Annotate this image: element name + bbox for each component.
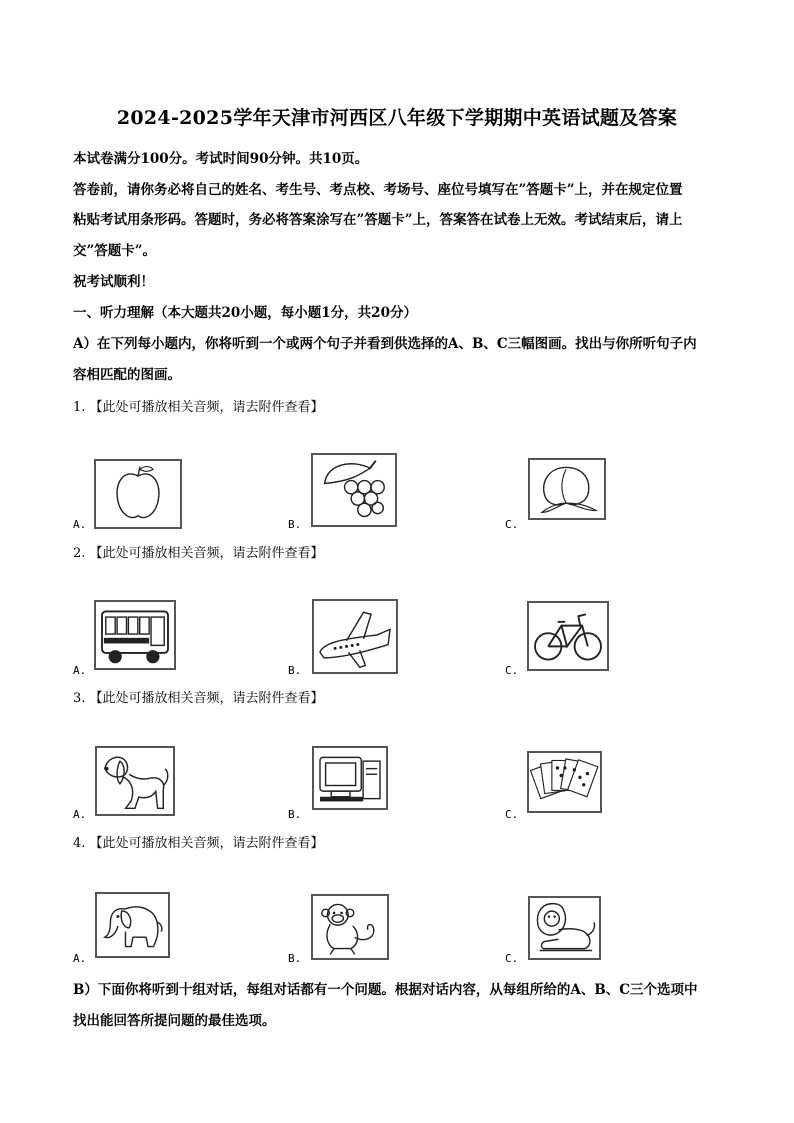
audio-placeholder-text: 【此处可播放相关音频，请去附件查看】 [89,836,324,851]
intro-line-3: 粘贴考试用条形码。答题时，务必将答案涂写在”答题卡”上，答案答在试卷上无效。考试结束后，请上 [73,212,683,228]
audio-placeholder-text: 【此处可播放相关音频，请去附件查看】 [89,691,324,706]
option-b-label: B. [288,664,302,677]
intro-line-2: 答卷前，请你务必将自己的姓名、考生号、考点校、考场号、座位号填写在”答题卡”上，并在规定位置 [73,182,683,198]
apple-icon[interactable] [94,459,182,529]
audio-placeholder-text: 【此处可播放相关音频，请去附件查看】 [89,400,324,415]
page-title: 2024-2025学年天津市河西区八年级下学期期中英语试题及答案 [116,107,678,129]
option-c-label: C. [505,518,519,531]
computer-icon[interactable] [312,746,388,810]
option-b-label: B. [288,952,302,965]
question-4 [73,832,324,851]
question-1 [73,396,324,415]
option-b-label: B. [288,808,302,821]
option-c-label: C. [505,808,519,821]
part-a-instruction-2: 容相匹配的图画。 [73,367,181,383]
bus-icon[interactable] [94,600,176,670]
part-b-instruction-2: 找出能回答所提问题的最佳选项。 [73,1013,276,1029]
playing-cards-icon[interactable] [527,751,602,813]
question-3 [73,687,324,706]
option-a-label: A. [73,952,87,965]
intro-line-1: 本试卷满分100分。考试时间90分钟。共10页。 [73,151,369,167]
question-number: 2. [73,546,86,561]
question-2 [73,542,324,561]
dog-icon[interactable] [95,746,175,816]
option-c-label: C. [505,952,519,965]
question-number: 1. [73,400,86,415]
question-number: 3. [73,691,86,706]
audio-placeholder-text: 【此处可播放相关音频，请去附件查看】 [89,546,324,561]
option-a-label: A. [73,518,87,531]
option-c-label: C. [505,664,519,677]
monkey-icon[interactable] [311,894,389,960]
option-b-label: B. [288,518,302,531]
intro-line-5: 祝考试顺利！ [73,274,154,290]
option-a-label: A. [73,664,87,677]
airplane-icon[interactable] [312,599,398,674]
elephant-icon[interactable] [95,892,170,958]
peach-icon[interactable] [528,458,606,520]
lion-icon[interactable] [528,896,601,960]
option-a-label: A. [73,808,87,821]
grapes-icon[interactable] [311,453,397,527]
intro-line-4: 交”答题卡”。 [73,243,157,259]
section-heading: 一、听力理解（本大题共20小题，每小题1分，共20分） [73,305,417,321]
part-b-instruction-1: B）下面你将听到十组对话，每组对话都有一个问题。根据对话内容，从每组所给的A、B、C三个选项中 [73,982,698,998]
bicycle-icon[interactable] [527,601,609,671]
part-a-instruction-1: A）在下列每小题内，你将听到一个或两个句子并看到供选择的A、B、C三幅图画。找出与你所听句子内 [73,336,697,352]
question-number: 4. [73,836,86,851]
